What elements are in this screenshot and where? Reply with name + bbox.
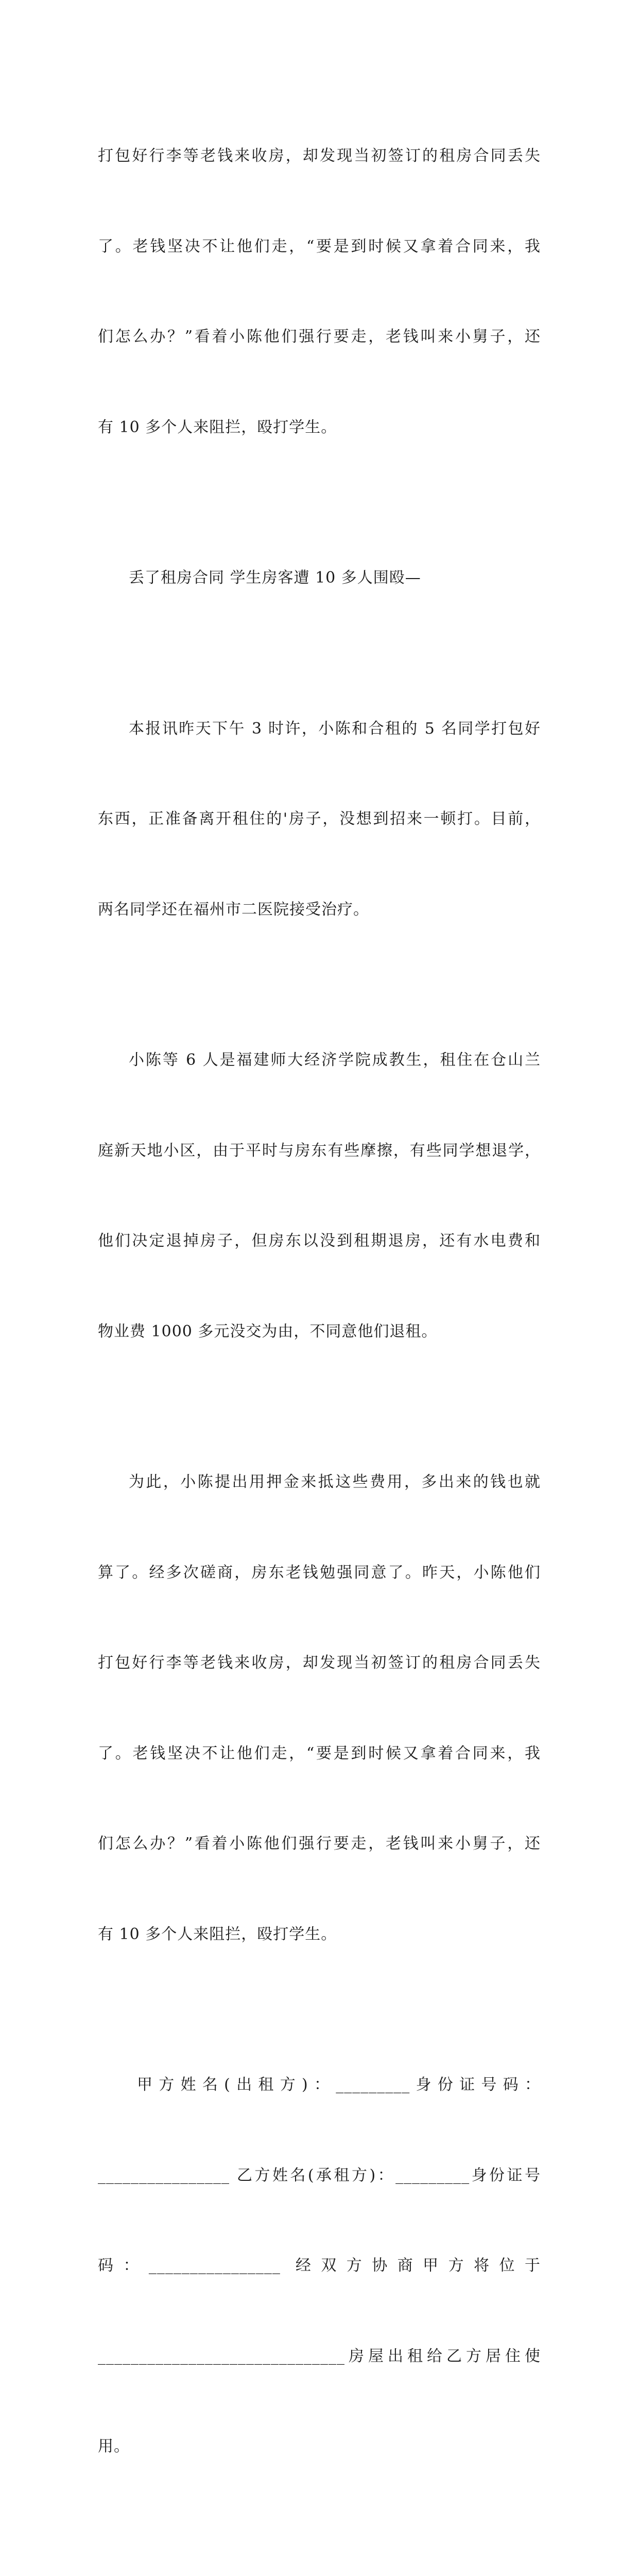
text-line: 有 10 多个人来阻拦，殴打学生。 [98, 1920, 541, 1950]
text-line: ______________________________房屋出租给乙方居住使 [98, 2342, 541, 2372]
text-line: 了。老钱坚决不让他们走，“要是到时候又拿着合同来，我 [98, 1739, 541, 1769]
text-line: 丢了租房合同 学生房客遭 10 多人围殴— [129, 563, 541, 594]
paragraph-4 [98, 985, 541, 1407]
paragraph-3 [98, 654, 541, 986]
text-line: 物业费 1000 多元没交为由，不同意他们退租。 [98, 1317, 541, 1347]
text-line: 用。 [98, 2432, 541, 2462]
text-line: 两名同学还在福州市二医院接受治疗。 [98, 895, 541, 925]
text-line: 东西，正准备离开租住的'房子，没想到招来一顿打。目前， [98, 804, 541, 835]
text-line: 他们决定退掉房子，但房东以没到租期退房，还有水电费和 [98, 1226, 541, 1257]
text-line: 甲方姓名(出租方)：_________身份证号码： [98, 2070, 541, 2100]
text-line: 有 10 多个人来阻拦，殴打学生。 [98, 413, 541, 443]
document-body [98, 81, 541, 2576]
text-line: 打包好行李等老钱来收房，却发现当初签订的租房合同丢失 [98, 141, 541, 172]
text-line: 们怎么办？”看着小陈他们强行要走，老钱叫来小舅子，还 [98, 322, 541, 352]
text-line: 了。老钱坚决不让他们走，“要是到时候又拿着合同来，我 [98, 232, 541, 262]
text-line: 为此，小陈提出用押金来抵这些费用，多出来的钱也就 [98, 1467, 541, 1498]
paragraph-5 [98, 1407, 541, 2010]
paragraph-1 [98, 81, 541, 503]
text-line: 们怎么办？”看着小陈他们强行要走，老钱叫来小舅子，还 [98, 1829, 541, 1859]
paragraph-2-heading [98, 503, 541, 654]
text-line: 庭新天地小区，由于平时与房东有些摩擦，有些同学想退学， [98, 1136, 541, 1166]
text-line: 打包好行李等老钱来收房，却发现当初签订的租房合同丢失 [98, 1648, 541, 1679]
text-line: 算了。经多次磋商，房东老钱勉强同意了。昨天，小陈他们 [98, 1558, 541, 1588]
contract-parties-section [98, 2010, 541, 2522]
contract-clause-1 [98, 2522, 541, 2576]
text-line: ________________ 乙方姓名(承租方)：_________身份证号 [98, 2161, 541, 2191]
document-page [0, 0, 639, 904]
text-line: 本报讯昨天下午 3 时许，小陈和合租的 5 名同学打包好 [98, 714, 541, 744]
text-line: 小陈等 6 人是福建师大经济学院成教生，租住在仓山兰 [98, 1045, 541, 1076]
text-line: 码：________________ 经双方协商甲方将位于 [98, 2251, 541, 2281]
